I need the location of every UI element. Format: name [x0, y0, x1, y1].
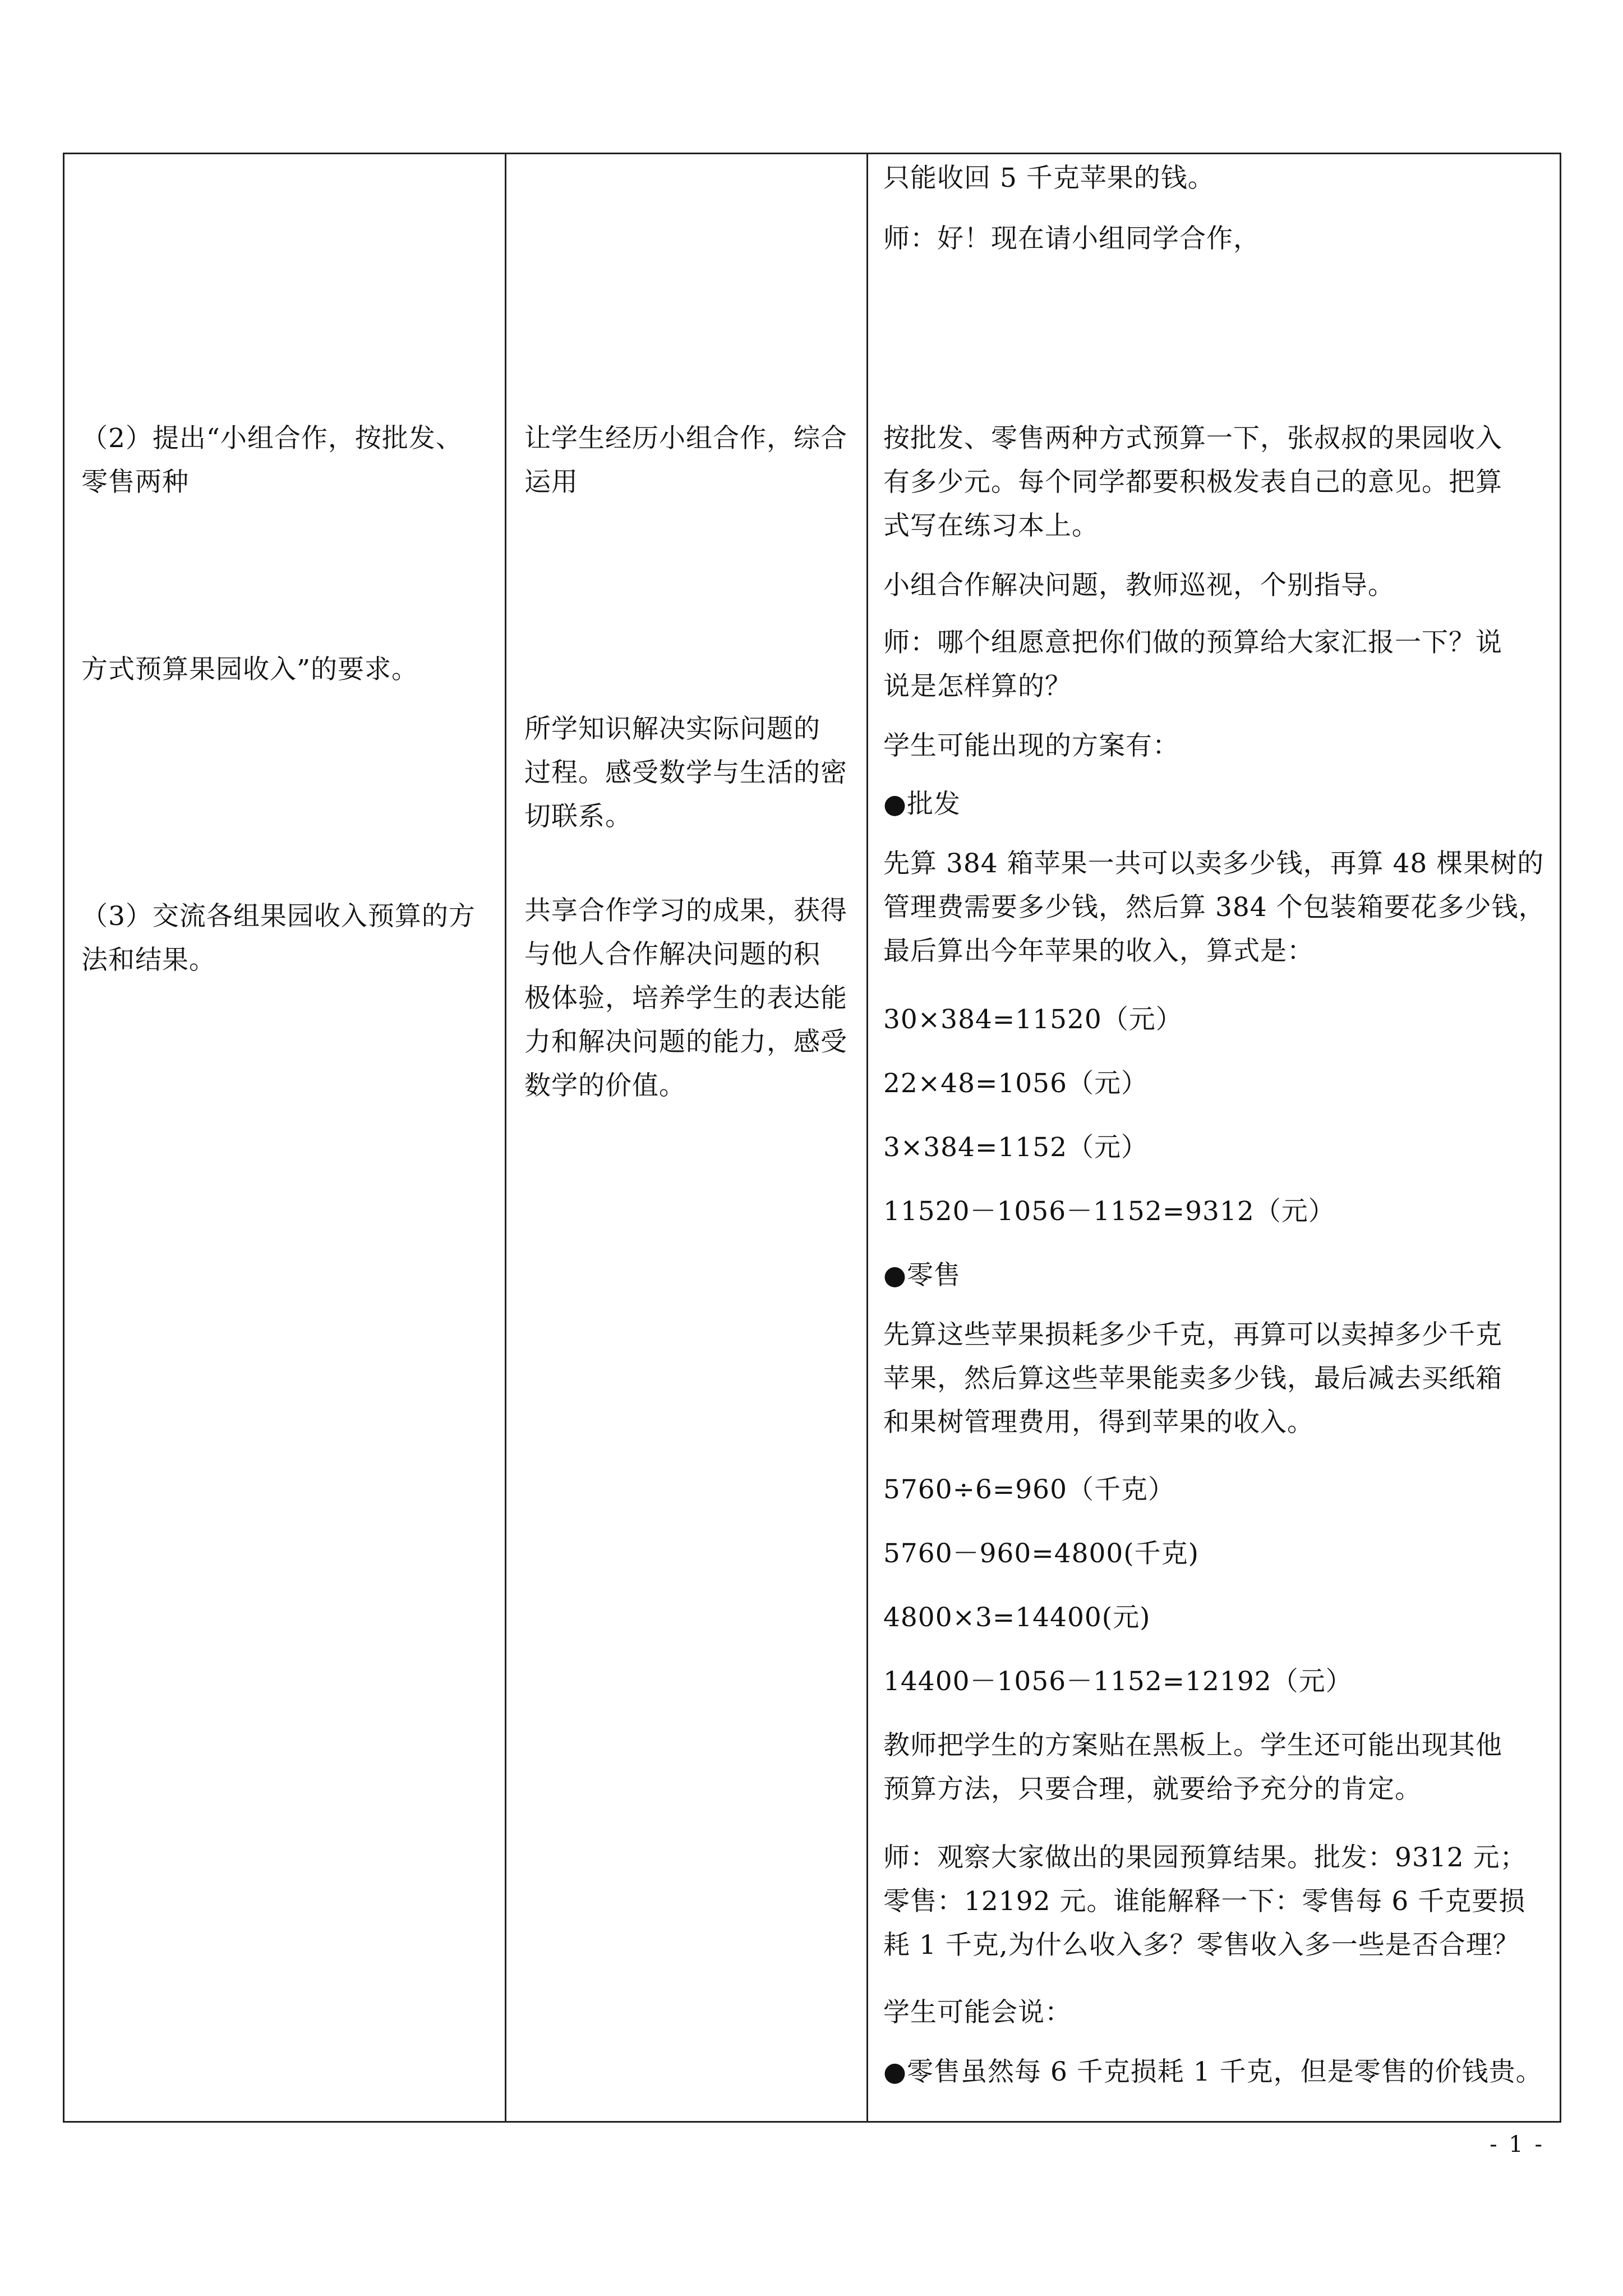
process-heading: ●批发 — [883, 789, 961, 820]
formula: 14400－1056－1152=12192（元） — [883, 1666, 1353, 1697]
intent-text: 极体验，培养学生的表达能 — [524, 983, 847, 1014]
process-text: 耗 1 千克,为什么收入多？零售收入多一些是否合理？ — [883, 1930, 1520, 1961]
step-text: 零售两种 — [81, 467, 189, 498]
process-text: 教师把学生的方案贴在黑板上。学生还可能出现其他 — [883, 1730, 1502, 1761]
formula: 3×384=1152（元） — [883, 1132, 1148, 1163]
step-text: （2）提出“小组合作，按批发、 — [81, 423, 463, 454]
process-text: 预算方法，只要合理，就要给予充分的肯定。 — [883, 1774, 1422, 1805]
formula: 30×384=11520（元） — [883, 1004, 1183, 1035]
formula: 5760÷6=960（千克） — [883, 1474, 1175, 1505]
process-text: 师：哪个组愿意把你们做的预算给大家汇报一下？说 — [883, 627, 1502, 658]
process-text: 学生可能会说： — [883, 1997, 1072, 2028]
process-text: 学生可能出现的方案有： — [883, 730, 1179, 761]
process-text: 师：观察大家做出的果园预算结果。批发：9312 元； — [883, 1842, 1527, 1873]
intent-text: 让学生经历小组合作，综合 — [524, 423, 847, 454]
process-text: ●零售虽然每 6 千克损耗 1 千克，但是零售的价钱贵。 — [883, 2056, 1543, 2087]
formula: 4800×3=14400(元) — [883, 1602, 1151, 1633]
intent-text: 切联系。 — [524, 801, 632, 832]
intent-text: 运用 — [524, 467, 578, 498]
step-text: 方式预算果园收入”的要求。 — [81, 654, 419, 685]
intent-text: 所学知识解决实际问题的 — [524, 714, 820, 744]
process-text: 管理费需要多少钱，然后算 384 个包装箱要花多少钱， — [883, 892, 1546, 923]
process-text: 零售：12192 元。谁能解释一下：零售每 6 千克要损 — [883, 1886, 1526, 1917]
process-text: 只能收回 5 千克苹果的钱。 — [883, 163, 1215, 194]
process-text: 小组合作解决问题，教师巡视，个别指导。 — [883, 570, 1395, 601]
process-text: 和果树管理费用，得到苹果的收入。 — [883, 1407, 1314, 1438]
process-text: 有多少元。每个同学都要积极发表自己的意见。把算 — [883, 467, 1502, 498]
process-text: 按批发、零售两种方式预算一下，张叔叔的果园收入 — [883, 423, 1502, 454]
formula: 11520－1056－1152=9312（元） — [883, 1196, 1335, 1227]
process-text: 先算这些苹果损耗多少千克，再算可以卖掉多少千克 — [883, 1319, 1502, 1350]
formula: 22×48=1056（元） — [883, 1068, 1148, 1099]
step-text: 法和结果。 — [81, 945, 216, 976]
process-text: 先算 384 箱苹果一共可以卖多少钱，再算 48 棵果树的 — [883, 848, 1544, 879]
intent-text: 数学的价值。 — [524, 1070, 686, 1101]
intent-text: 共享合作学习的成果，获得 — [524, 895, 847, 926]
step-text: （3）交流各组果园收入预算的方 — [81, 901, 476, 932]
intent-text: 力和解决问题的能力，感受 — [524, 1027, 847, 1057]
process-text: 最后算出今年苹果的收入，算式是： — [883, 936, 1314, 967]
intent-text: 与他人合作解决问题的积 — [524, 939, 820, 970]
lesson-table — [63, 153, 1561, 2123]
process-text: 师：好！现在请小组同学合作， — [883, 223, 1260, 254]
process-heading: ●零售 — [883, 1260, 961, 1291]
formula: 5760－960=4800(千克) — [883, 1538, 1199, 1569]
process-text: 式写在练习本上。 — [883, 510, 1099, 541]
process-text: 说是怎样算的？ — [883, 671, 1072, 702]
page-number: - 1 - — [1490, 2132, 1544, 2157]
process-text: 苹果，然后算这些苹果能卖多少钱，最后减去买纸箱 — [883, 1363, 1502, 1394]
intent-text: 过程。感受数学与生活的密 — [524, 757, 847, 788]
